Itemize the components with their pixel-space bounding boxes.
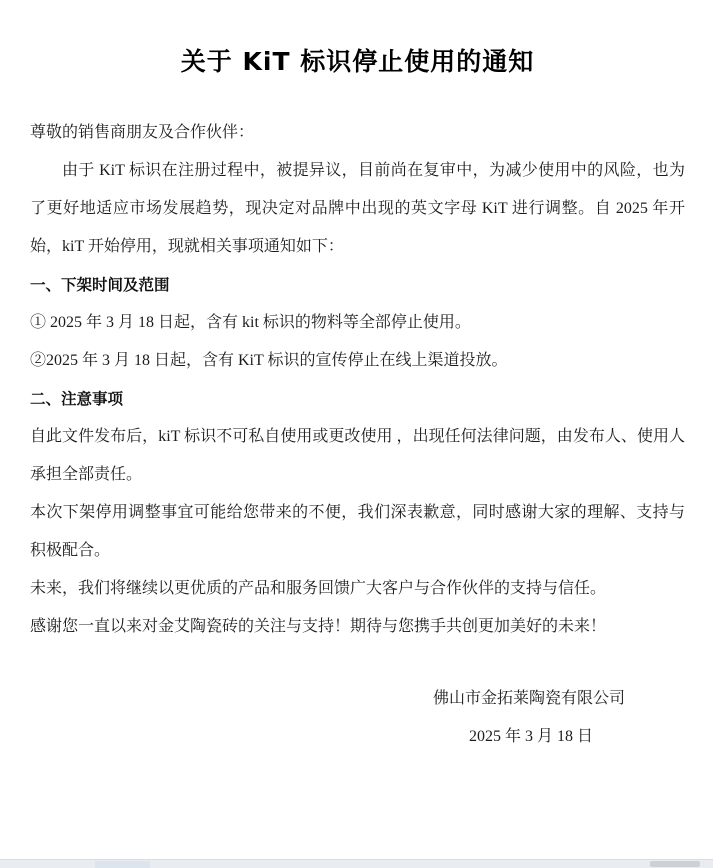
section2-paragraph-1: 自此文件发布后，kiT 标识不可私自使用或更改使用 ，出现任何法律问题，由发布人、使用人承担全部责任。	[30, 428, 685, 483]
section2-heading: 二、注意事项	[30, 390, 124, 408]
section1-item-1: ① 2025 年 3 月 18 日起，含有 kit 标识的物料等全部停止使用。	[30, 314, 471, 331]
bottom-bar-accent	[95, 861, 150, 868]
section1-heading: 一、下架时间及范围	[30, 276, 170, 294]
bottom-bar	[0, 859, 713, 868]
greeting-line: 尊敬的销售商朋友及合作伙伴：	[30, 124, 255, 141]
section2-paragraph-2: 本次下架停用调整事宜可能给您带来的不便，我们深表歉意，同时感谢大家的理解、支持与积极配合。	[30, 504, 685, 559]
document-body	[30, 114, 685, 646]
signature-date: 2025 年 3 月 18 日	[468, 728, 593, 745]
section2-paragraph-3: 未来，我们将继续以更优质的产品和服务回馈广大客户与合作伙伴的支持与信任。	[30, 580, 607, 597]
section1-item-2: ②2025 年 3 月 18 日起，含有 KiT 标识的宣传停止在线上渠道投放。	[30, 352, 508, 369]
signature-company: 佛山市金拓莱陶瓷有限公司	[432, 690, 625, 707]
signature-block	[30, 680, 685, 756]
intro-paragraph: 由于 KiT 标识在注册过程中，被提异议，目前尚在复审中，为减少使用中的风险，也为了更好地适应市场发展趋势，现决定对品牌中出现的英文字母 KiT 进行调整。自 2025 年开始，kiT 开始停用，现就相关事项通知如下：	[30, 162, 685, 255]
scrollbar-thumb[interactable]	[650, 861, 700, 867]
document-content	[30, 0, 685, 756]
section2-paragraph-4: 感谢您一直以来对金艾陶瓷砖的关注与支持！期待与您携手共创更加美好的未来！	[30, 618, 607, 635]
document-title: 关于 KiT 标识停止使用的通知	[180, 47, 535, 76]
